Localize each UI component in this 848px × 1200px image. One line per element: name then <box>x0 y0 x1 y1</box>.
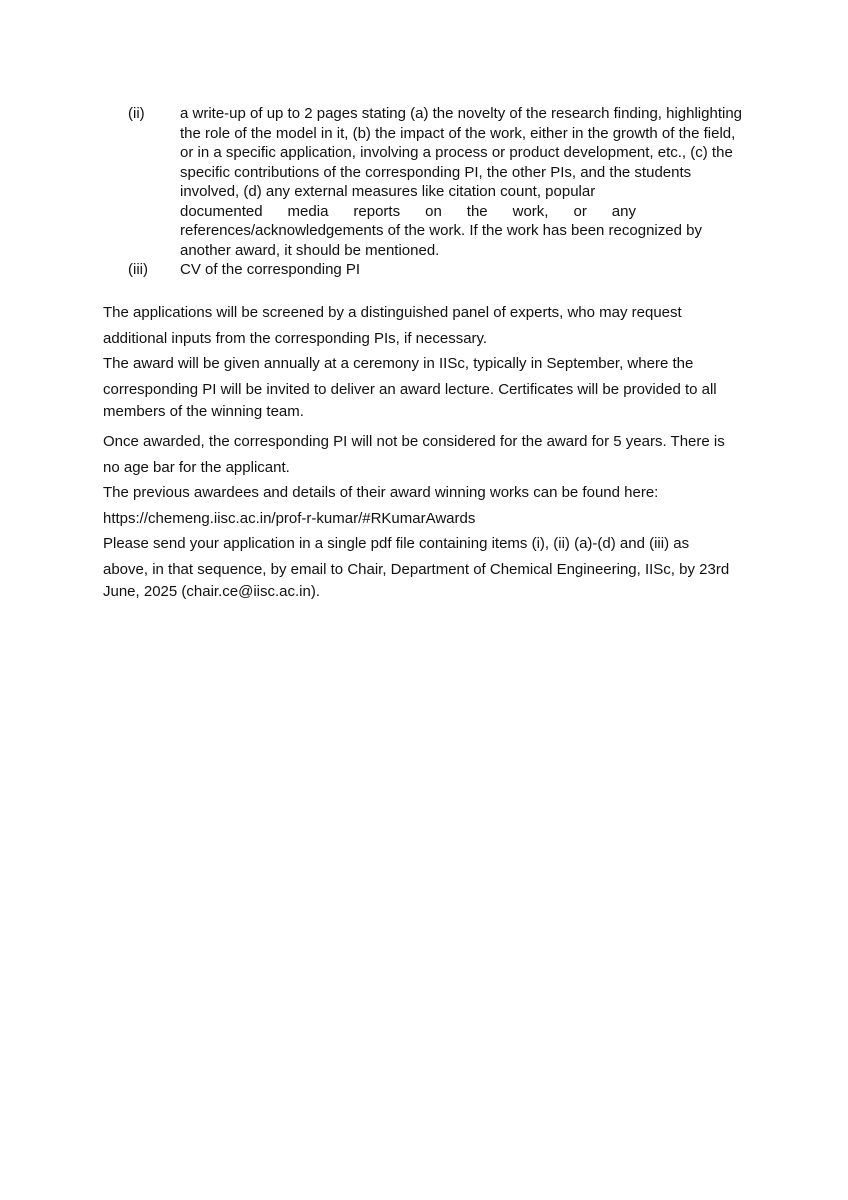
text-line: specific contributions of the corresponding PI, the other PIs, and the students <box>180 163 692 181</box>
text-line: members of the winning team. <box>103 403 304 420</box>
text-line: or in a specific application, involving a process or product development, etc., (c) the <box>180 144 733 161</box>
text-line: The previous awardees and details of their award winning works can be found here: <box>103 484 659 501</box>
text-line: above, in that sequence, by email to Chair, Department of Chemical Engineering, IISc, by 23rd <box>103 560 730 578</box>
text-line: Please send your application in a single pdf file containing items (i), (ii) (a)-(d) and (iii) as <box>103 535 690 552</box>
text-line: another award, it should be mentioned. <box>180 241 440 259</box>
list-item-text <box>180 104 762 260</box>
awards-link[interactable]: https://chemeng.iisc.ac.in/prof-r-kumar/#RKumarAwards <box>103 509 476 527</box>
text-line: additional inputs from the corresponding PIs, if necessary. <box>103 329 488 347</box>
text-line: involved, (d) any external measures like citation count, popular <box>180 183 596 200</box>
text-line: The applications will be screened by a distinguished panel of experts, who may request <box>103 304 682 321</box>
list-item-number: (ii) <box>128 105 145 122</box>
ceremony-paragraph <box>103 351 763 421</box>
previous-awardees-paragraph <box>103 480 763 531</box>
text-line: no age bar for the applicant. <box>103 458 290 476</box>
list-item-number: (iii) <box>128 261 148 278</box>
list-item-text <box>180 260 762 280</box>
text-line: CV of the corresponding PI <box>180 261 361 278</box>
list-item <box>128 260 762 280</box>
list-item <box>128 104 762 260</box>
text-line: a write-up of up to 2 pages stating (a) the novelty of the research finding, highlighting <box>180 105 743 122</box>
body-paragraphs <box>103 300 763 601</box>
text-line: The award will be given annually at a ceremony in IISc, typically in September, where the <box>103 355 694 372</box>
text-line: Once awarded, the corresponding PI will not be considered for the award for 5 years. There is <box>103 433 725 450</box>
text-line: June, 2025 (chair.ce@iisc.ac.in). <box>103 583 320 600</box>
text-line: documented media reports on the work, or any <box>180 202 636 220</box>
requirements-list <box>128 104 762 280</box>
text-line: corresponding PI will be invited to deliver an award lecture. Certificates will be provided to all <box>103 380 717 398</box>
screening-paragraph <box>103 300 763 351</box>
text-line: the role of the model in it, (b) the impact of the work, either in the growth of the field, <box>180 124 736 142</box>
eligibility-paragraph <box>103 429 763 480</box>
text-line: references/acknowledgements of the work. If the work has been recognized by <box>180 222 702 239</box>
submission-paragraph <box>103 531 763 601</box>
